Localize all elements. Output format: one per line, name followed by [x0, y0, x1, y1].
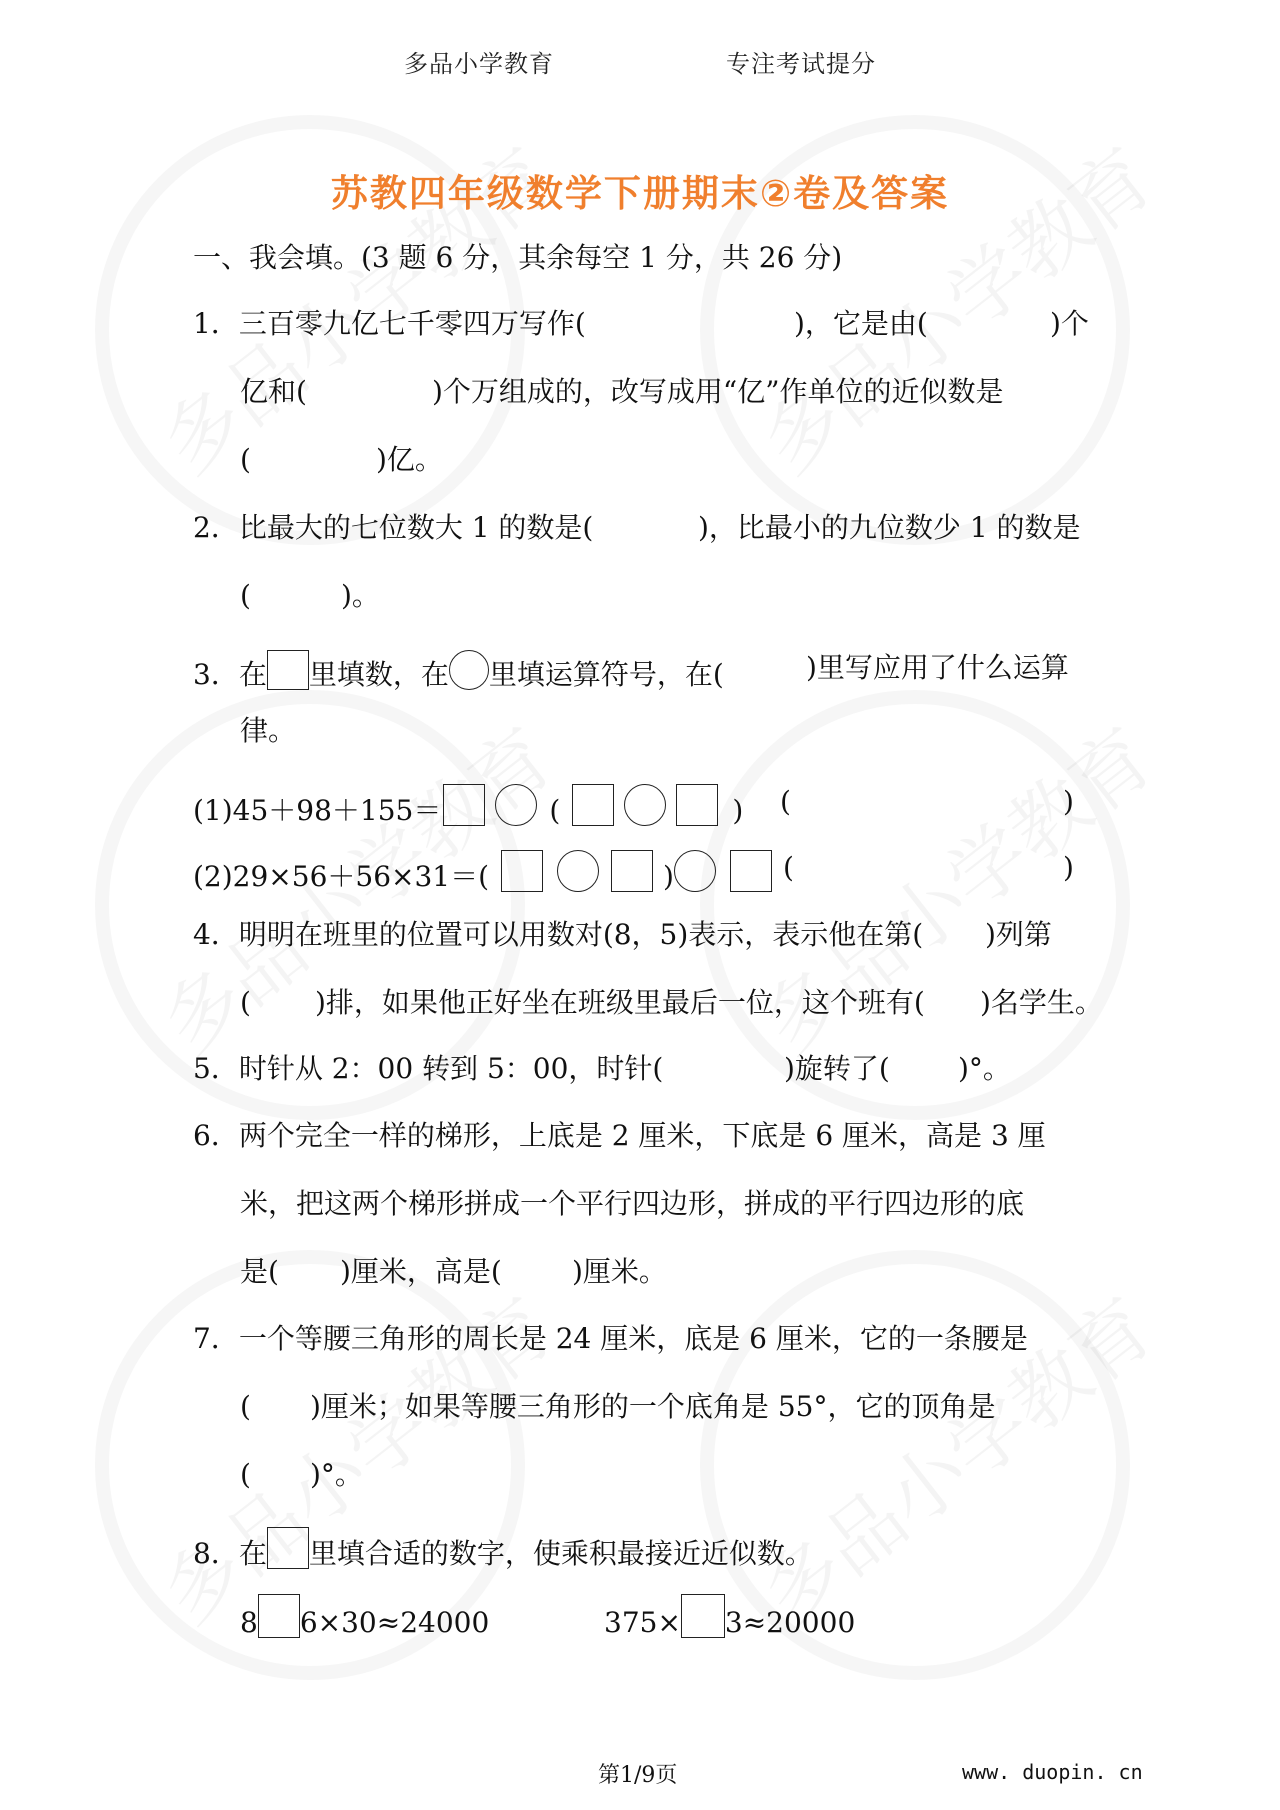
q3-text-a: 3．在 — [193, 658, 267, 691]
q4-text: )排，如果他正好坐在班级里最后一位，这个班有( — [315, 986, 925, 1019]
q1-text: ( — [240, 443, 251, 476]
page-number: 第1/9页 — [598, 1763, 678, 1788]
operator-circle[interactable] — [449, 650, 489, 690]
q1-text: )，它是由( — [794, 307, 928, 340]
q2-text: )，比最小的九位数少 1 的数是 — [698, 511, 1081, 544]
q3-text — [193, 650, 724, 693]
q8-text-a: 8．在 — [193, 1537, 267, 1570]
site-url: www. duopin. cn — [962, 1760, 1143, 1784]
q1-text: 亿和( — [240, 375, 307, 408]
q8-expr-1a: 8 — [240, 1606, 258, 1639]
law-answer-close: ) — [1063, 785, 1074, 818]
number-box[interactable] — [443, 784, 485, 826]
q4-text: )列第 — [985, 918, 1052, 951]
q1-text: )亿。 — [376, 443, 443, 476]
q5-text: )旋转了( — [784, 1052, 890, 1085]
q2-text: )。 — [341, 579, 380, 612]
q6-text: 是( — [240, 1255, 279, 1288]
q3-sub1-expr: (1)45＋98＋155＝ — [193, 794, 442, 827]
q7-text: )厘米；如果等腰三角形的一个底角是 55°，它的顶角是 — [310, 1390, 996, 1423]
q8-expr-2b: 3≈20000 — [724, 1606, 856, 1639]
q1-text: )个万组成的，改写成用“亿”作单位的近似数是 — [432, 375, 1004, 408]
operator-circle[interactable] — [557, 850, 599, 892]
number-box[interactable] — [730, 850, 772, 892]
section-heading: 一、我会填。(3 题 6 分，其余每空 1 分，共 26 分) — [193, 241, 843, 274]
digit-box[interactable] — [258, 1594, 300, 1638]
q5-text: )°。 — [958, 1052, 1011, 1085]
q8-expr-1 — [240, 1594, 489, 1641]
number-box[interactable] — [676, 784, 718, 826]
q8-text-b: 里填合适的数字，使乘积最接近近似数。 — [308, 1537, 813, 1570]
q2-text: 2．比最大的七位数大 1 的数是( — [193, 511, 594, 544]
header-right: 专注考试提分 — [726, 50, 876, 78]
q4-text: ( — [240, 986, 251, 1019]
q8-expr-2a: 375× — [604, 1606, 681, 1639]
number-box[interactable] — [267, 650, 309, 690]
q7-text: 7．一个等腰三角形的周长是 24 厘米，底是 6 厘米，它的一条腰是 — [193, 1322, 1028, 1355]
q4-text: 4．明明在班里的位置可以用数对(8，5)表示，表示他在第( — [193, 918, 924, 951]
q7-text: ( — [240, 1458, 251, 1491]
paren-close: ) — [663, 860, 674, 893]
q3-text-b: 里填数，在 — [308, 658, 449, 691]
paren-close: ) — [732, 794, 744, 827]
q6-text: 6．两个完全一样的梯形，上底是 2 厘米，下底是 6 厘米，高是 3 厘 — [193, 1119, 1046, 1152]
header-left: 多品小学教育 — [404, 50, 554, 78]
q2-text: ( — [240, 579, 251, 612]
q3-sub1 — [193, 784, 743, 829]
law-answer-close: ) — [1063, 851, 1074, 884]
q8-expr-1b: 6×30≈24000 — [299, 1606, 490, 1639]
digit-box[interactable] — [681, 1594, 725, 1638]
q6-text: 米，把这两个梯形拼成一个平行四边形，拼成的平行四边形的底 — [240, 1187, 1025, 1220]
paren-open: ( — [549, 794, 561, 827]
number-box[interactable] — [501, 850, 543, 892]
q7-text: )°。 — [310, 1458, 363, 1491]
q3-sub2 — [193, 850, 772, 895]
digit-box[interactable] — [267, 1527, 309, 1569]
q3-text-c: 里填运算符号，在( — [488, 658, 724, 691]
q3-text: 律。 — [240, 714, 297, 747]
q5-text: 5．时针从 2：00 转到 5：00，时针( — [193, 1052, 664, 1085]
q1-text: 1．三百零九亿七千零四万写作( — [193, 307, 586, 340]
q7-text: ( — [240, 1390, 251, 1423]
law-answer-open: ( — [783, 851, 794, 884]
operator-circle[interactable] — [674, 850, 716, 892]
q6-text: )厘米。 — [572, 1255, 667, 1288]
operator-circle[interactable] — [495, 784, 537, 826]
q3-text: )里写应用了什么运算 — [806, 651, 1069, 684]
operator-circle[interactable] — [624, 784, 666, 826]
law-answer-open: ( — [780, 785, 791, 818]
q6-text: )厘米，高是( — [340, 1255, 502, 1288]
number-box[interactable] — [572, 784, 614, 826]
number-box[interactable] — [611, 850, 653, 892]
q1-text: )个 — [1050, 307, 1089, 340]
q8-text — [193, 1527, 813, 1572]
q4-text: )名学生。 — [980, 986, 1103, 1019]
page-title: 苏教四年级数学下册期末②卷及答案 — [330, 172, 950, 215]
q3-sub2-expr: (2)29×56＋56×31＝( — [193, 860, 490, 893]
q8-expr-2 — [604, 1594, 855, 1641]
